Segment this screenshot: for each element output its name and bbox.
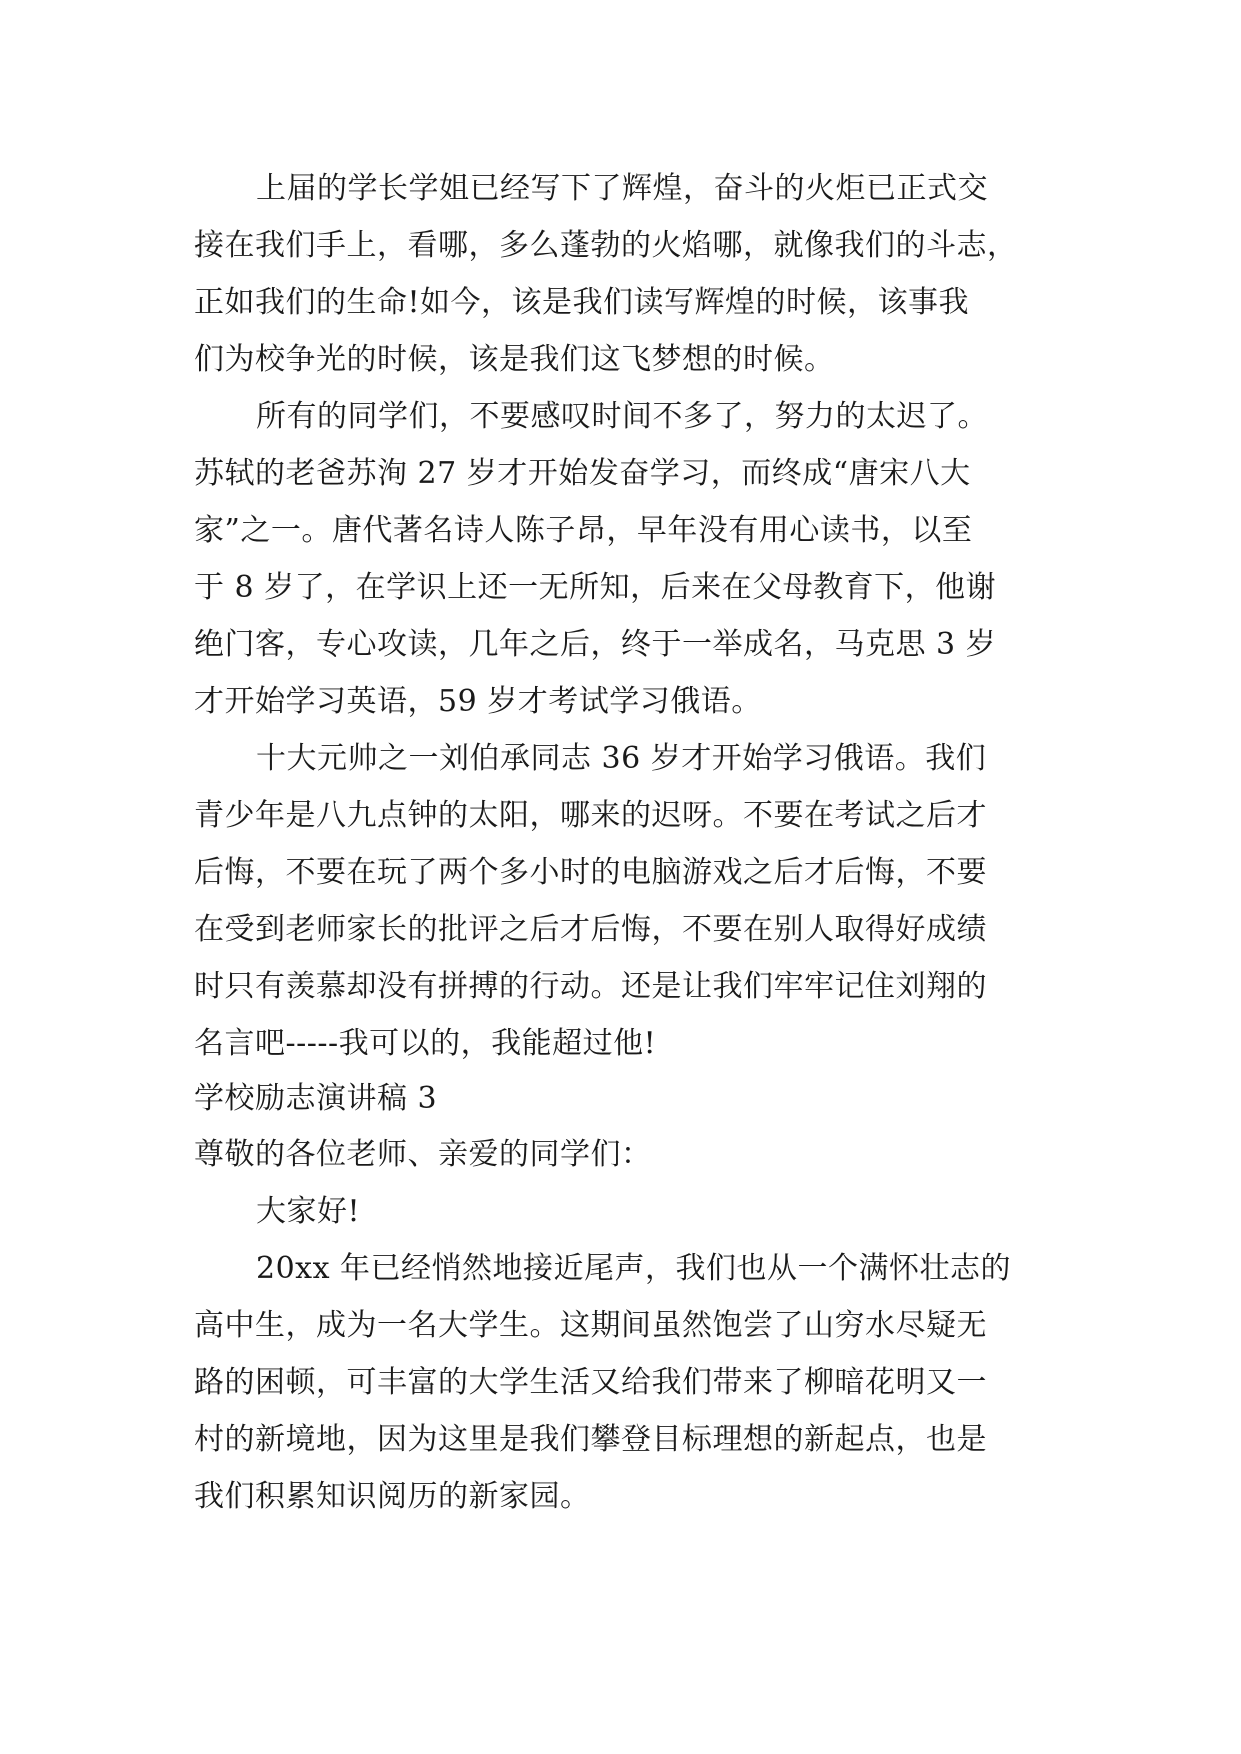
paragraph-line: 路的困顿，可丰富的大学生活又给我们带来了柳暗花明又一 bbox=[194, 1365, 987, 1400]
paragraph-line: 们为校争光的时候，该是我们这飞梦想的时候。 bbox=[194, 342, 835, 377]
document-body bbox=[194, 160, 1054, 1525]
paragraph-line: 在受到老师家长的批评之后才后悔，不要在别人取得好成绩 bbox=[194, 912, 987, 947]
paragraph-line: 高中生，成为一名大学生。这期间虽然饱尝了山穷水尽疑无 bbox=[194, 1308, 987, 1343]
paragraph-line: 时只有羡慕却没有拼搏的行动。还是让我们牢牢记住刘翔的 bbox=[194, 969, 987, 1004]
paragraph-line: 苏轼的老爸苏洵 27 岁才开始发奋学习，而终成“唐宋八大 bbox=[194, 456, 971, 491]
paragraph-line: 接在我们手上，看哪，多么蓬勃的火焰哪，就像我们的斗志， bbox=[194, 228, 1018, 263]
paragraph-line: 才开始学习英语，59 岁才考试学习俄语。 bbox=[194, 684, 762, 719]
greeting: 大家好! bbox=[256, 1194, 361, 1229]
salutation: 尊敬的各位老师、亲爱的同学们： bbox=[194, 1137, 652, 1172]
paragraph-line: 绝门客，专心攻读，几年之后，终于一举成名，马克思 3 岁 bbox=[194, 627, 997, 662]
paragraph-line: 所有的同学们，不要感叹时间不多了，努力的太迟了。 bbox=[256, 399, 988, 434]
paragraph-line: 青少年是八九点钟的太阳，哪来的迟呀。不要在考试之后才 bbox=[194, 798, 987, 833]
paragraph-line: 十大元帅之一刘伯承同志 36 岁才开始学习俄语。我们 bbox=[256, 741, 987, 776]
paragraph-line: 后悔，不要在玩了两个多小时的电脑游戏之后才后悔，不要 bbox=[194, 855, 987, 890]
paragraph-line: 上届的学长学姐已经写下了辉煌，奋斗的火炬已正式交 bbox=[256, 171, 988, 206]
paragraph-line: 20xx 年已经悄然地接近尾声，我们也从一个满怀壮志的 bbox=[256, 1251, 1012, 1286]
paragraph-line: 家”之一。唐代著名诗人陈子昂，早年没有用心读书，以至 bbox=[194, 513, 973, 548]
section-title: 学校励志演讲稿 3 bbox=[194, 1081, 438, 1116]
paragraph-line: 我们积累知识阅历的新家园。 bbox=[194, 1479, 591, 1514]
paragraph-line: 名言吧-----我可以的，我能超过他! bbox=[194, 1026, 657, 1061]
paragraph-line: 村的新境地，因为这里是我们攀登目标理想的新起点，也是 bbox=[194, 1422, 987, 1457]
paragraph-line: 正如我们的生命!如今，该是我们读写辉煌的时候，该事我 bbox=[194, 285, 970, 320]
paragraph-line: 于 8 岁了，在学识上还一无所知，后来在父母教育下，他谢 bbox=[194, 570, 997, 605]
